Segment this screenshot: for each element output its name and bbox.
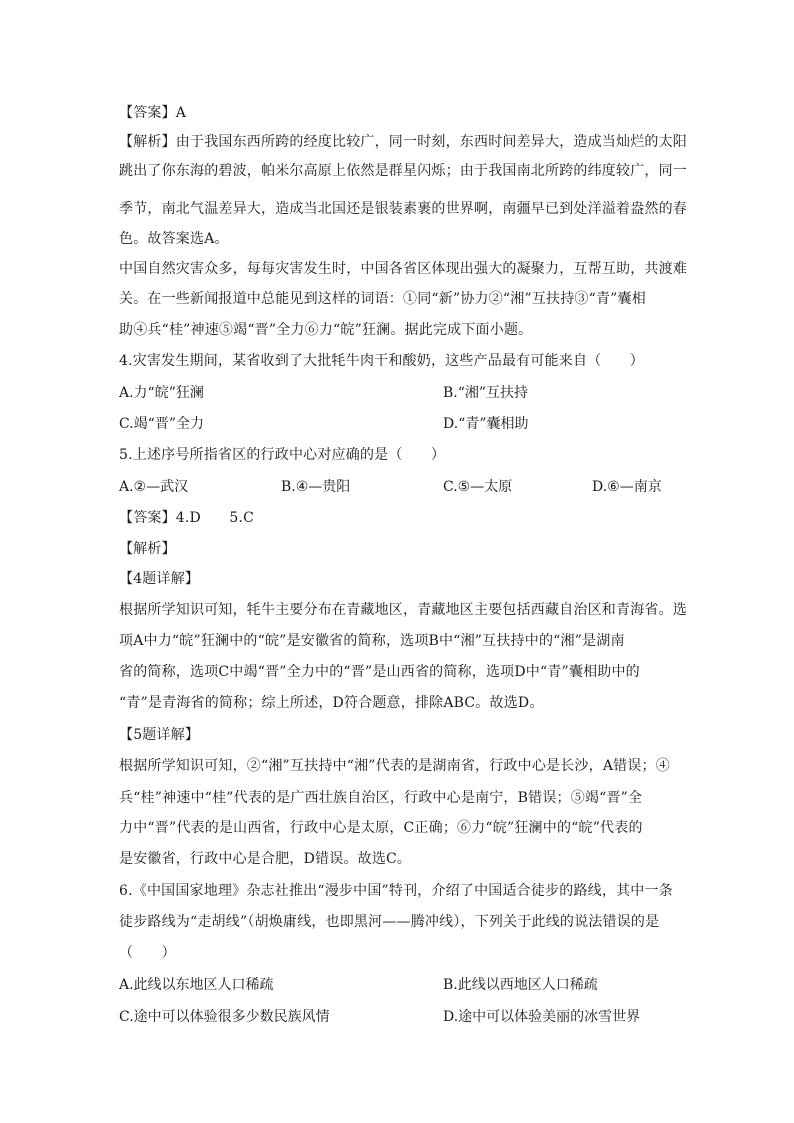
detail-5-heading: 【5题详解】 bbox=[119, 727, 200, 743]
q6-option-c: C.途中可以体验很多少数民族风情 bbox=[119, 1009, 330, 1025]
answer-label: 【答案】A bbox=[119, 105, 187, 121]
question-5-stem: 5.上述序号所指省区的行政中心对应确的是（ ） bbox=[119, 447, 446, 463]
q6-option-b: B.此线以西地区人口稀疏 bbox=[443, 977, 598, 993]
q6-option-a: A.此线以东地区人口稀疏 bbox=[119, 977, 274, 993]
analysis-line: 色。故答案选A。 bbox=[119, 231, 229, 247]
detail-5-line: 力中“晋”代表的是山西省，行政中心是太原，C正确；⑥力“皖”狂澜中的“皖”代表的 bbox=[119, 820, 643, 836]
detail-5-line: 根据所学知识可知，②“湘”互扶持中“湘”代表的是湖南省，行政中心是长沙，A错误；④ bbox=[119, 758, 670, 774]
detail-4-line: 根据所学知识可知，牦牛主要分布在青藏地区，青藏地区主要包括西藏自治区和青海省。选 bbox=[119, 602, 687, 618]
intro-line: 中国自然灾害众多，每每灾害发生时，中国各省区体现出强大的凝聚力，互帮互助，共渡难 bbox=[119, 261, 687, 277]
q6-option-d: D.途中可以体验美丽的冰雪世界 bbox=[443, 1009, 641, 1025]
detail-4-heading: 【4题详解】 bbox=[119, 571, 200, 587]
detail-5-line: 兵“桂”神速中“桂”代表的是广西壮族自治区，行政中心是南宁，B错误；⑤竭“晋”全 bbox=[119, 790, 643, 806]
analysis-line: 季节，南北气温差异大，造成当北国还是银装素裹的世界啊，南疆早已到处洋溢着盎然的春 bbox=[119, 201, 687, 217]
question-6-stem: （ ） bbox=[119, 945, 176, 961]
intro-line: 助④兵“桂”神速⑤竭“晋”全力⑥力“皖”狂澜。据此完成下面小题。 bbox=[119, 322, 533, 338]
detail-4-line: 项A中力“皖”狂澜中的“皖”是安徽省的简称，选项B中“湘”互扶持中的“湘”是湖南 bbox=[119, 633, 625, 649]
detail-4-line: “青”是青海省的简称；综上所述，D符合题意，排除ABC。故选D。 bbox=[119, 695, 544, 711]
q5-option-b: B.④—贵阳 bbox=[281, 479, 351, 495]
intro-line: 关。在一些新闻报道中总能见到这样的词语：①同“新”协力②“湘”互扶持③“青”囊相 bbox=[119, 291, 646, 307]
question-6-stem: 徒步路线为“走胡线”（胡焕庸线，也即黑河——腾冲线），下列关于此线的说法错误的是 bbox=[119, 914, 660, 930]
detail-5-line: 是安徽省，行政中心是合肥，D错误。故选C。 bbox=[119, 851, 412, 867]
q4-option-d: D.“青”囊相助 bbox=[443, 416, 529, 432]
q5-option-a: A.②—武汉 bbox=[119, 479, 189, 495]
q5-option-c: C.⑤—太原 bbox=[443, 479, 513, 495]
q5-option-d: D.⑥—南京 bbox=[592, 479, 662, 495]
q4-option-b: B.“湘”互扶持 bbox=[443, 385, 529, 401]
analysis-line: 跳出了你东海的碧波，帕米尔高原上依然是群星闪烁；由于我国南北所跨的纬度较广，同一 bbox=[119, 163, 687, 179]
detail-4-line: 省的简称，选项C中竭“晋”全力中的“晋”是山西省的简称，选项D中“青”囊相助中的 bbox=[119, 664, 640, 680]
analysis-heading: 【解析】 bbox=[119, 541, 176, 557]
question-6-stem: 6.《中国国家地理》杂志社推出“漫步中国”特刊，介绍了中国适合徒步的路线，其中一条 bbox=[119, 883, 673, 899]
analysis-line: 【解析】由于我国东西所跨的经度比较广，同一时刻，东西时间差异大，造成当灿烂的太阳 bbox=[119, 134, 687, 150]
answer-4-5: 【答案】4.D 5.C bbox=[119, 510, 255, 526]
q4-option-a: A.力“皖”狂澜 bbox=[119, 385, 204, 401]
q4-option-c: C.竭“晋”全力 bbox=[119, 416, 204, 432]
question-4-stem: 4.灾害发生期间，某省收到了大批牦牛肉干和酸奶，这些产品最有可能来自（ ） bbox=[119, 353, 644, 369]
